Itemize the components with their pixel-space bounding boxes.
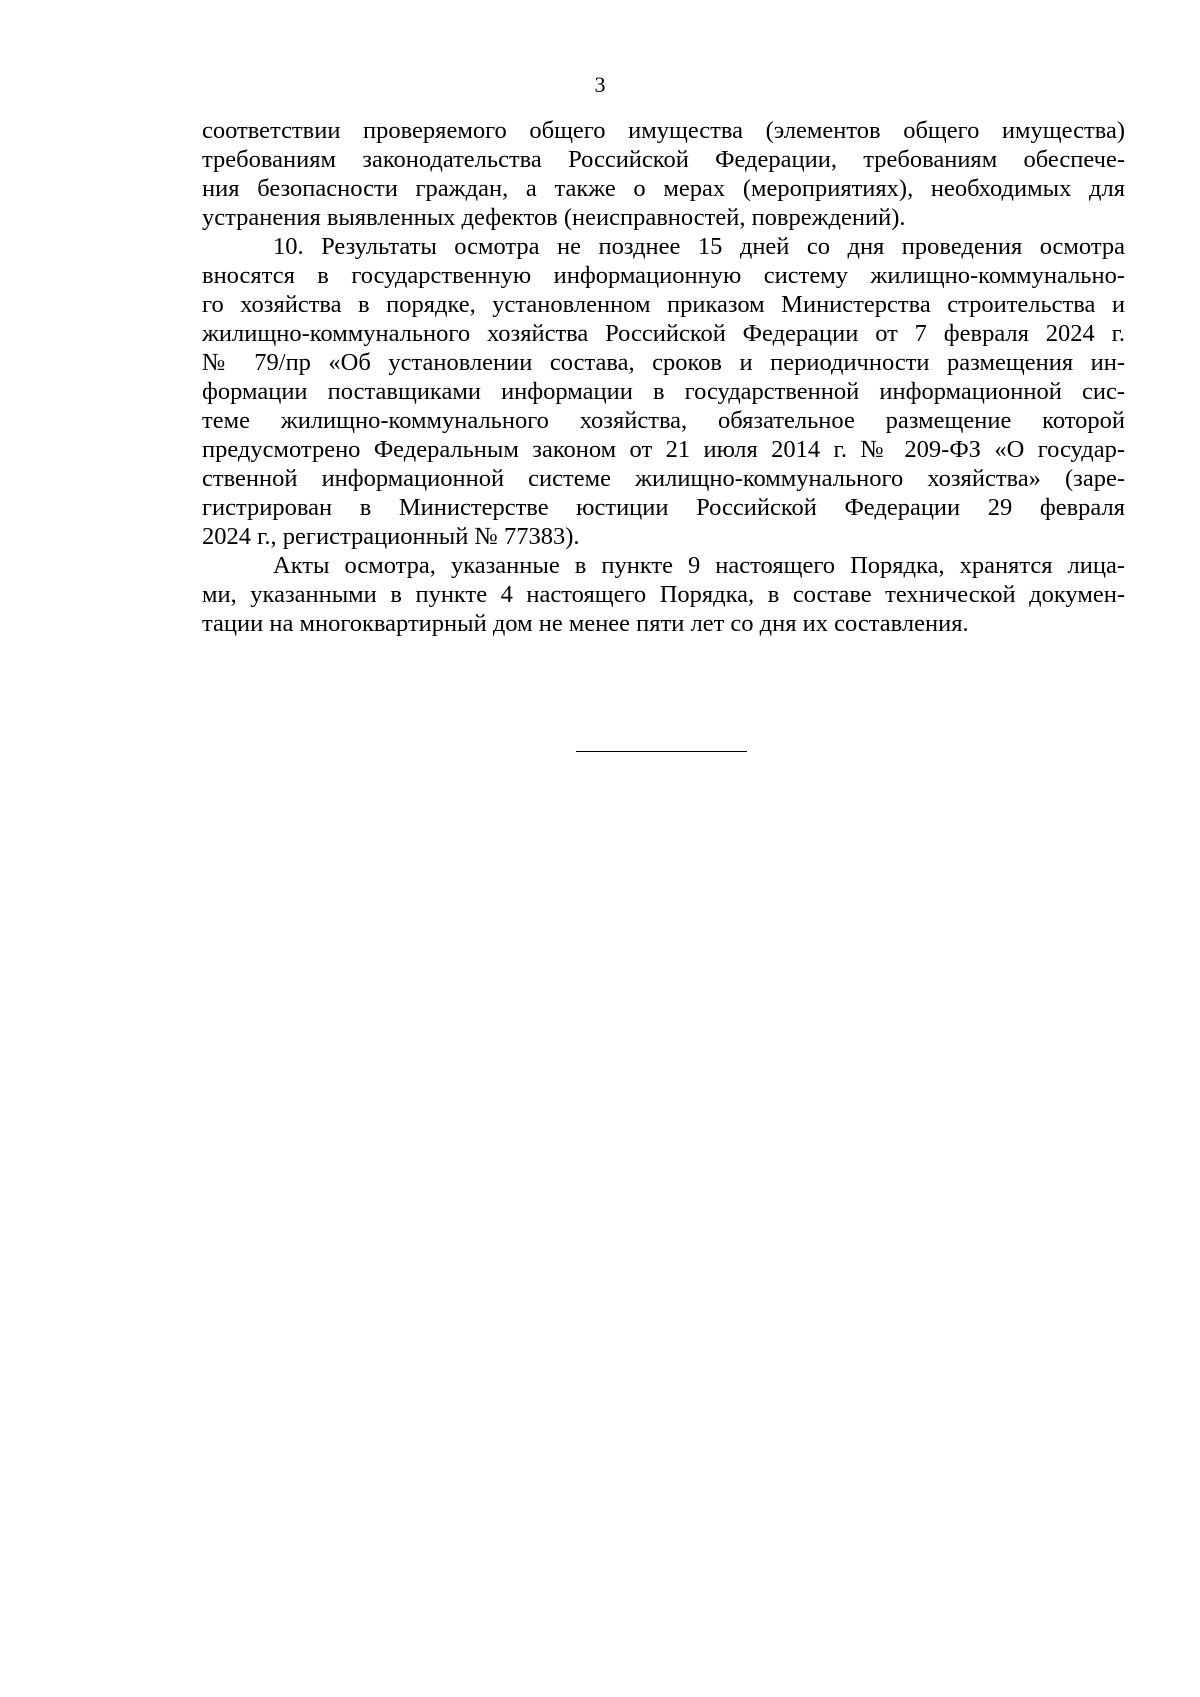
paragraph-line: 2024 г., регистрационный № 77383). [202, 523, 580, 550]
paragraph-line: предусмотрено Федеральным законом от 21 июля 2014 г. № 209-ФЗ «О государ- [202, 436, 1125, 463]
paragraph-continuation [202, 116, 1125, 232]
paragraph-line: Акты осмотра, указанные в пункте 9 настоящего Порядка, хранятся лица- [273, 552, 1125, 579]
paragraph-acts-storage [202, 551, 1125, 638]
paragraph-item-10 [202, 232, 1125, 551]
paragraph-line: № 79/пр «Об установлении состава, сроков и периодичности размещения ин- [202, 349, 1125, 376]
page-number: 3 [594, 72, 606, 97]
document-end-rule [576, 751, 747, 752]
document-body [202, 116, 1125, 638]
paragraph-line: устранения выявленных дефектов (неисправностей, повреждений). [202, 204, 906, 231]
paragraph-line: формации поставщиками информации в государственной информационной сис- [202, 378, 1125, 405]
paragraph-line: гистрирован в Министерстве юстиции Российской Федерации 29 февраля [202, 494, 1125, 521]
paragraph-line: ми, указанными в пункте 4 настоящего Порядка, в составе технической докумен- [202, 581, 1125, 608]
paragraph-line: ния безопасности граждан, а также о мерах (мероприятиях), необходимых для [202, 175, 1125, 202]
paragraph-line: 10. Результаты осмотра не позднее 15 дней со дня проведения осмотра [273, 233, 1125, 260]
paragraph-line: жилищно-коммунального хозяйства Российской Федерации от 7 февраля 2024 г. [202, 320, 1125, 347]
paragraph-line: вносятся в государственную информационную систему жилищно-коммунально- [202, 262, 1125, 289]
paragraph-line: соответствии проверяемого общего имущества (элементов общего имущества) [202, 117, 1125, 144]
paragraph-line: требованиям законодательства Российской Федерации, требованиям обеспече- [202, 146, 1125, 173]
paragraph-line: теме жилищно-коммунального хозяйства, обязательное размещение которой [202, 407, 1125, 434]
paragraph-line: ственной информационной системе жилищно-коммунального хозяйства» (заре- [202, 465, 1125, 492]
paragraph-line: тации на многоквартирный дом не менее пяти лет со дня их составления. [202, 610, 969, 637]
paragraph-line: го хозяйства в порядке, установленном приказом Министерства строительства и [202, 291, 1125, 318]
